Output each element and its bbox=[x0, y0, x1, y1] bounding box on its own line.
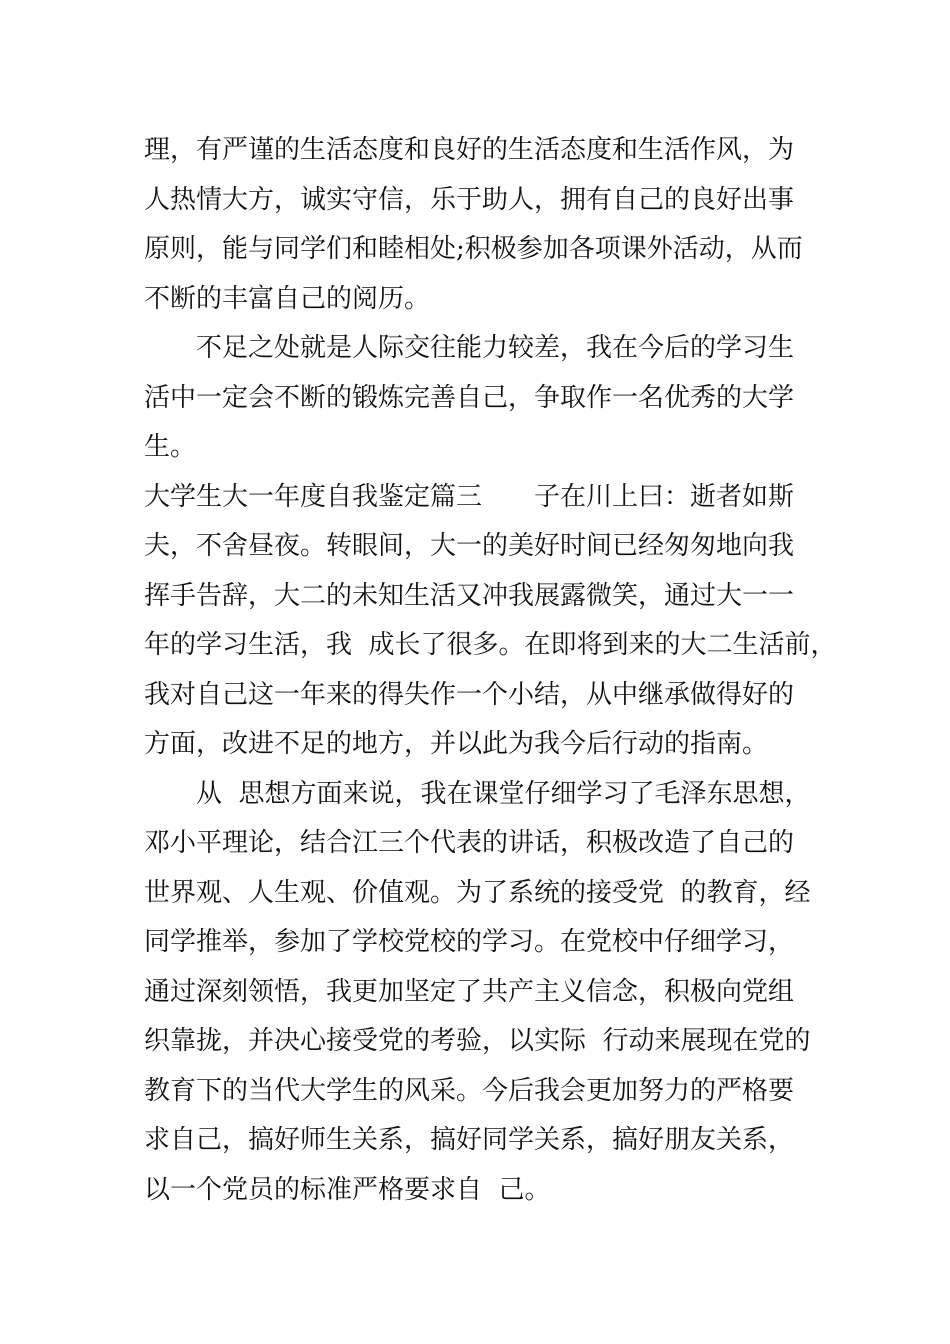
text-line: 夫，不舍昼夜。转眼间，大一的美好时间已经匆匆地向我 bbox=[144, 531, 795, 561]
text-line: 以一个党员的标准严格要求自 己。 bbox=[144, 1174, 551, 1205]
text-line: 原则，能与同学们和睦相处;积极参加各项课外活动，从而 bbox=[144, 234, 803, 264]
text-line: 人热情大方，诚实守信，乐于助人，拥有自己的良好出事 bbox=[144, 184, 795, 215]
text-line: 活中一定会不断的锻炼完善自己，争取作一名优秀的大学 bbox=[144, 382, 795, 413]
text-line: 我对自己这一年来的得失作一个小结，从中继承做得好的 bbox=[144, 679, 795, 710]
text-line: 从 思想方面来说，我在课堂仔细学习了毛泽东思想， bbox=[144, 778, 811, 809]
text-line: 挥手告辞，大二的未知生活又冲我展露微笑，通过大一一 bbox=[144, 580, 795, 611]
text-line: 生。 bbox=[144, 432, 197, 462]
text-line: 教育下的当代大学生的风采。今后我会更加努力的严格要 bbox=[144, 1075, 795, 1106]
text-line: 世界观、人生观、价值观。为了系统的接受党 的教育，经 bbox=[144, 877, 811, 908]
text-line: 年的学习生活，我 成长了很多。在即将到来的大二生活前， bbox=[144, 630, 837, 660]
text-line: 不足之处就是人际交往能力较差，我在今后的学习生 bbox=[144, 333, 795, 363]
section-heading-line: 大学生大一年度自我鉴定篇三 子在川上曰：逝者如斯 bbox=[144, 481, 795, 512]
text-line: 同学推举，参加了学校党校的学习。在党校中仔细学习， bbox=[144, 927, 795, 957]
text-line: 求自己，搞好师生关系，搞好同学关系，搞好朋友关系， bbox=[144, 1125, 795, 1155]
text-line: 邓小平理论，结合江三个代表的讲话，积极改造了自己的 bbox=[144, 828, 795, 858]
text-line: 理，有严谨的生活态度和良好的生活态度和生活作风，为 bbox=[144, 135, 795, 165]
text-line: 织靠拢，并决心接受党的考验，以实际 行动来展现在党的 bbox=[144, 1026, 811, 1056]
text-line: 方面，改进不足的地方，并以此为我今后行动的指南。 bbox=[144, 729, 769, 759]
text-line: 通过深刻领悟，我更加坚定了共产主义信念，积极向党组 bbox=[144, 976, 795, 1007]
text-line: 不断的丰富自己的阅历。 bbox=[144, 283, 431, 314]
document-body bbox=[144, 126, 837, 1215]
